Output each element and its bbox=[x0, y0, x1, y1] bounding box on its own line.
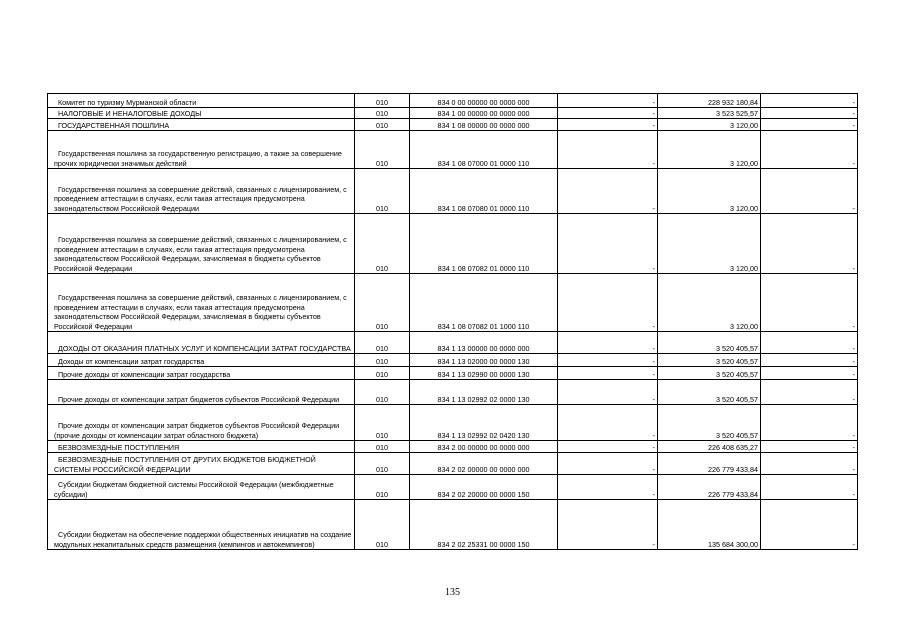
row-code-cell: 010 bbox=[355, 453, 410, 475]
row-code-cell: 010 bbox=[355, 380, 410, 405]
row-name-cell bbox=[48, 108, 355, 119]
row-code-cell: 010 bbox=[355, 475, 410, 500]
row-name-text: Прочие доходы от компенсации затрат бюджетов субъектов Российской Федерации (прочие доходы от компенсации затрат областного бюджета) bbox=[54, 421, 340, 440]
row-name-text: БЕЗВОЗМЕЗДНЫЕ ПОСТУПЛЕНИЯ ОТ ДРУГИХ БЮДЖЕТОВ БЮДЖЕТНОЙ СИСТЕМЫ РОССИЙСКОЙ ФЕДЕРАЦИИ bbox=[54, 455, 316, 474]
table-row bbox=[48, 354, 858, 367]
table-row bbox=[48, 108, 858, 119]
row-plan-cell: - bbox=[558, 214, 658, 274]
table-row bbox=[48, 500, 858, 550]
row-name-text: БЕЗВОЗМЕЗДНЫЕ ПОСТУПЛЕНИЯ bbox=[58, 442, 180, 452]
row-kbk-cell: 834 2 02 20000 00 0000 150 bbox=[410, 475, 558, 500]
table-row bbox=[48, 453, 858, 475]
row-code-cell: 010 bbox=[355, 131, 410, 169]
row-plan-cell: - bbox=[558, 119, 658, 131]
row-code-cell: 010 bbox=[355, 405, 410, 441]
row-remainder-cell: - bbox=[761, 500, 858, 550]
table-body bbox=[48, 94, 858, 550]
row-executed-cell: 3 520 405,57 bbox=[658, 332, 761, 354]
row-kbk-cell: 834 1 08 07082 01 0000 110 bbox=[410, 214, 558, 274]
row-name-text: Доходы от компенсации затрат государства bbox=[58, 356, 205, 366]
row-remainder-cell: - bbox=[761, 475, 858, 500]
row-code-cell: 010 bbox=[355, 354, 410, 367]
row-plan-cell: - bbox=[558, 405, 658, 441]
row-kbk-cell: 834 1 13 02990 00 0000 130 bbox=[410, 367, 558, 380]
row-code-cell: 010 bbox=[355, 367, 410, 380]
row-kbk-cell: 834 1 13 00000 00 0000 000 bbox=[410, 332, 558, 354]
row-name-cell bbox=[48, 274, 355, 332]
row-kbk-cell: 834 1 08 07080 01 0000 110 bbox=[410, 169, 558, 214]
row-code-cell: 010 bbox=[355, 274, 410, 332]
table-row bbox=[48, 94, 858, 108]
row-name-cell bbox=[48, 380, 355, 405]
row-kbk-cell: 834 1 00 00000 00 0000 000 bbox=[410, 108, 558, 119]
row-remainder-cell: - bbox=[761, 354, 858, 367]
row-executed-cell: 3 120,00 bbox=[658, 169, 761, 214]
row-name-cell bbox=[48, 453, 355, 475]
row-executed-cell: 226 408 635,27 bbox=[658, 441, 761, 453]
row-kbk-cell: 834 1 08 07000 01 0000 110 bbox=[410, 131, 558, 169]
row-code-cell: 010 bbox=[355, 108, 410, 119]
table-row bbox=[48, 475, 858, 500]
table-row bbox=[48, 332, 858, 354]
row-remainder-cell: - bbox=[761, 214, 858, 274]
row-executed-cell: 3 120,00 bbox=[658, 131, 761, 169]
row-plan-cell: - bbox=[558, 380, 658, 405]
row-name-cell bbox=[48, 119, 355, 131]
row-kbk-cell: 834 1 13 02992 02 0000 130 bbox=[410, 380, 558, 405]
row-remainder-cell: - bbox=[761, 453, 858, 475]
row-plan-cell: - bbox=[558, 441, 658, 453]
row-remainder-cell: - bbox=[761, 332, 858, 354]
row-name-cell bbox=[48, 405, 355, 441]
row-executed-cell: 3 520 405,57 bbox=[658, 380, 761, 405]
row-plan-cell: - bbox=[558, 354, 658, 367]
row-executed-cell: 3 120,00 bbox=[658, 274, 761, 332]
row-kbk-cell: 834 1 13 02000 00 0000 130 bbox=[410, 354, 558, 367]
row-remainder-cell: - bbox=[761, 274, 858, 332]
table-row bbox=[48, 169, 858, 214]
row-name-cell bbox=[48, 441, 355, 453]
row-remainder-cell: - bbox=[761, 441, 858, 453]
row-plan-cell: - bbox=[558, 332, 658, 354]
row-code-cell: 010 bbox=[355, 441, 410, 453]
row-plan-cell: - bbox=[558, 500, 658, 550]
row-name-cell bbox=[48, 475, 355, 500]
row-remainder-cell: - bbox=[761, 108, 858, 119]
table-row bbox=[48, 367, 858, 380]
row-name-text: НАЛОГОВЫЕ И НЕНАЛОГОВЫЕ ДОХОДЫ bbox=[58, 108, 202, 118]
row-name-text: Прочие доходы от компенсации затрат бюджетов субъектов Российской Федерации bbox=[58, 394, 340, 404]
row-kbk-cell: 834 2 02 25331 00 0000 150 bbox=[410, 500, 558, 550]
row-name-text: Субсидии бюджетам бюджетной системы Российской Федерации (межбюджетные субсидии) bbox=[54, 480, 334, 499]
row-remainder-cell: - bbox=[761, 405, 858, 441]
row-executed-cell: 3 520 405,57 bbox=[658, 354, 761, 367]
row-name-text: Прочие доходы от компенсации затрат государства bbox=[58, 369, 231, 379]
row-kbk-cell: 834 0 00 00000 00 0000 000 bbox=[410, 94, 558, 108]
table-row bbox=[48, 405, 858, 441]
row-code-cell: 010 bbox=[355, 119, 410, 131]
table-row bbox=[48, 274, 858, 332]
row-name-cell bbox=[48, 332, 355, 354]
row-plan-cell: - bbox=[558, 453, 658, 475]
page-number: 135 bbox=[445, 587, 460, 598]
row-name-text: Субсидии бюджетам на обеспечение поддержки общественных инициатив на создание модульных некапитальных средств размещения (кемпингов и автокемпингов) bbox=[54, 530, 352, 549]
row-remainder-cell: - bbox=[761, 169, 858, 214]
row-kbk-cell: 834 1 13 02992 02 0420 130 bbox=[410, 405, 558, 441]
row-name-text: ГОСУДАРСТВЕННАЯ ПОШЛИНА bbox=[58, 120, 170, 130]
row-kbk-cell: 834 1 08 00000 00 0000 000 bbox=[410, 119, 558, 131]
row-name-text: Комитет по туризму Мурманской области bbox=[58, 97, 197, 107]
row-plan-cell: - bbox=[558, 475, 658, 500]
row-name-text: Государственная пошлина за совершение действий, связанных с лицензированием, с проведением аттестации в случаях, если такая аттестация предусмотрена законодательством Российской Федерации bbox=[54, 184, 347, 213]
row-code-cell: 010 bbox=[355, 169, 410, 214]
row-plan-cell: - bbox=[558, 108, 658, 119]
table-row bbox=[48, 119, 858, 131]
row-executed-cell: 3 523 525,57 bbox=[658, 108, 761, 119]
row-executed-cell: 3 120,00 bbox=[658, 119, 761, 131]
row-plan-cell: - bbox=[558, 367, 658, 380]
row-remainder-cell: - bbox=[761, 131, 858, 169]
table-row bbox=[48, 380, 858, 405]
row-name-text: ДОХОДЫ ОТ ОКАЗАНИЯ ПЛАТНЫХ УСЛУГ И КОМПЕНСАЦИИ ЗАТРАТ ГОСУДАРСТВА bbox=[58, 343, 351, 353]
row-name-text: Государственная пошлина за совершение действий, связанных с лицензированием, с проведением аттестации в случаях, если такая аттестация предусмотрена законодательством Российской Федерации, зачисляемая в бюджеты субъектов Российской Федерации bbox=[54, 293, 347, 331]
table-row bbox=[48, 441, 858, 453]
row-name-text: Государственная пошлина за совершение действий, связанных с лицензированием, с проведением аттестации в случаях, если такая аттестация предусмотрена законодательством Российской Федерации, зачисляемая в бюджеты субъектов Российской Федерации bbox=[54, 235, 347, 273]
table-row bbox=[48, 214, 858, 274]
row-name-cell bbox=[48, 131, 355, 169]
row-executed-cell: 3 520 405,57 bbox=[658, 405, 761, 441]
row-name-cell bbox=[48, 500, 355, 550]
row-name-cell bbox=[48, 354, 355, 367]
row-name-cell bbox=[48, 367, 355, 380]
row-plan-cell: - bbox=[558, 169, 658, 214]
row-remainder-cell: - bbox=[761, 367, 858, 380]
row-plan-cell: - bbox=[558, 94, 658, 108]
row-executed-cell: 226 779 433,84 bbox=[658, 453, 761, 475]
row-remainder-cell: - bbox=[761, 119, 858, 131]
row-name-text: Государственная пошлина за государственную регистрацию, а также за совершение прочих юридически значимых действий bbox=[54, 149, 342, 168]
row-plan-cell: - bbox=[558, 274, 658, 332]
revenue-report-table bbox=[47, 93, 858, 550]
row-executed-cell: 228 932 180,84 bbox=[658, 94, 761, 108]
row-code-cell: 010 bbox=[355, 94, 410, 108]
row-kbk-cell: 834 2 00 00000 00 0000 000 bbox=[410, 441, 558, 453]
row-executed-cell: 226 779 433,84 bbox=[658, 475, 761, 500]
table-row bbox=[48, 131, 858, 169]
row-plan-cell: - bbox=[558, 131, 658, 169]
row-name-cell bbox=[48, 214, 355, 274]
row-kbk-cell: 834 1 08 07082 01 1000 110 bbox=[410, 274, 558, 332]
row-executed-cell: 135 684 300,00 bbox=[658, 500, 761, 550]
row-code-cell: 010 bbox=[355, 332, 410, 354]
row-remainder-cell: - bbox=[761, 94, 858, 108]
row-remainder-cell: - bbox=[761, 380, 858, 405]
row-code-cell: 010 bbox=[355, 214, 410, 274]
row-executed-cell: 3 520 405,57 bbox=[658, 367, 761, 380]
row-name-cell bbox=[48, 169, 355, 214]
row-code-cell: 010 bbox=[355, 500, 410, 550]
row-executed-cell: 3 120,00 bbox=[658, 214, 761, 274]
row-kbk-cell: 834 2 02 00000 00 0000 000 bbox=[410, 453, 558, 475]
row-name-cell bbox=[48, 94, 355, 108]
